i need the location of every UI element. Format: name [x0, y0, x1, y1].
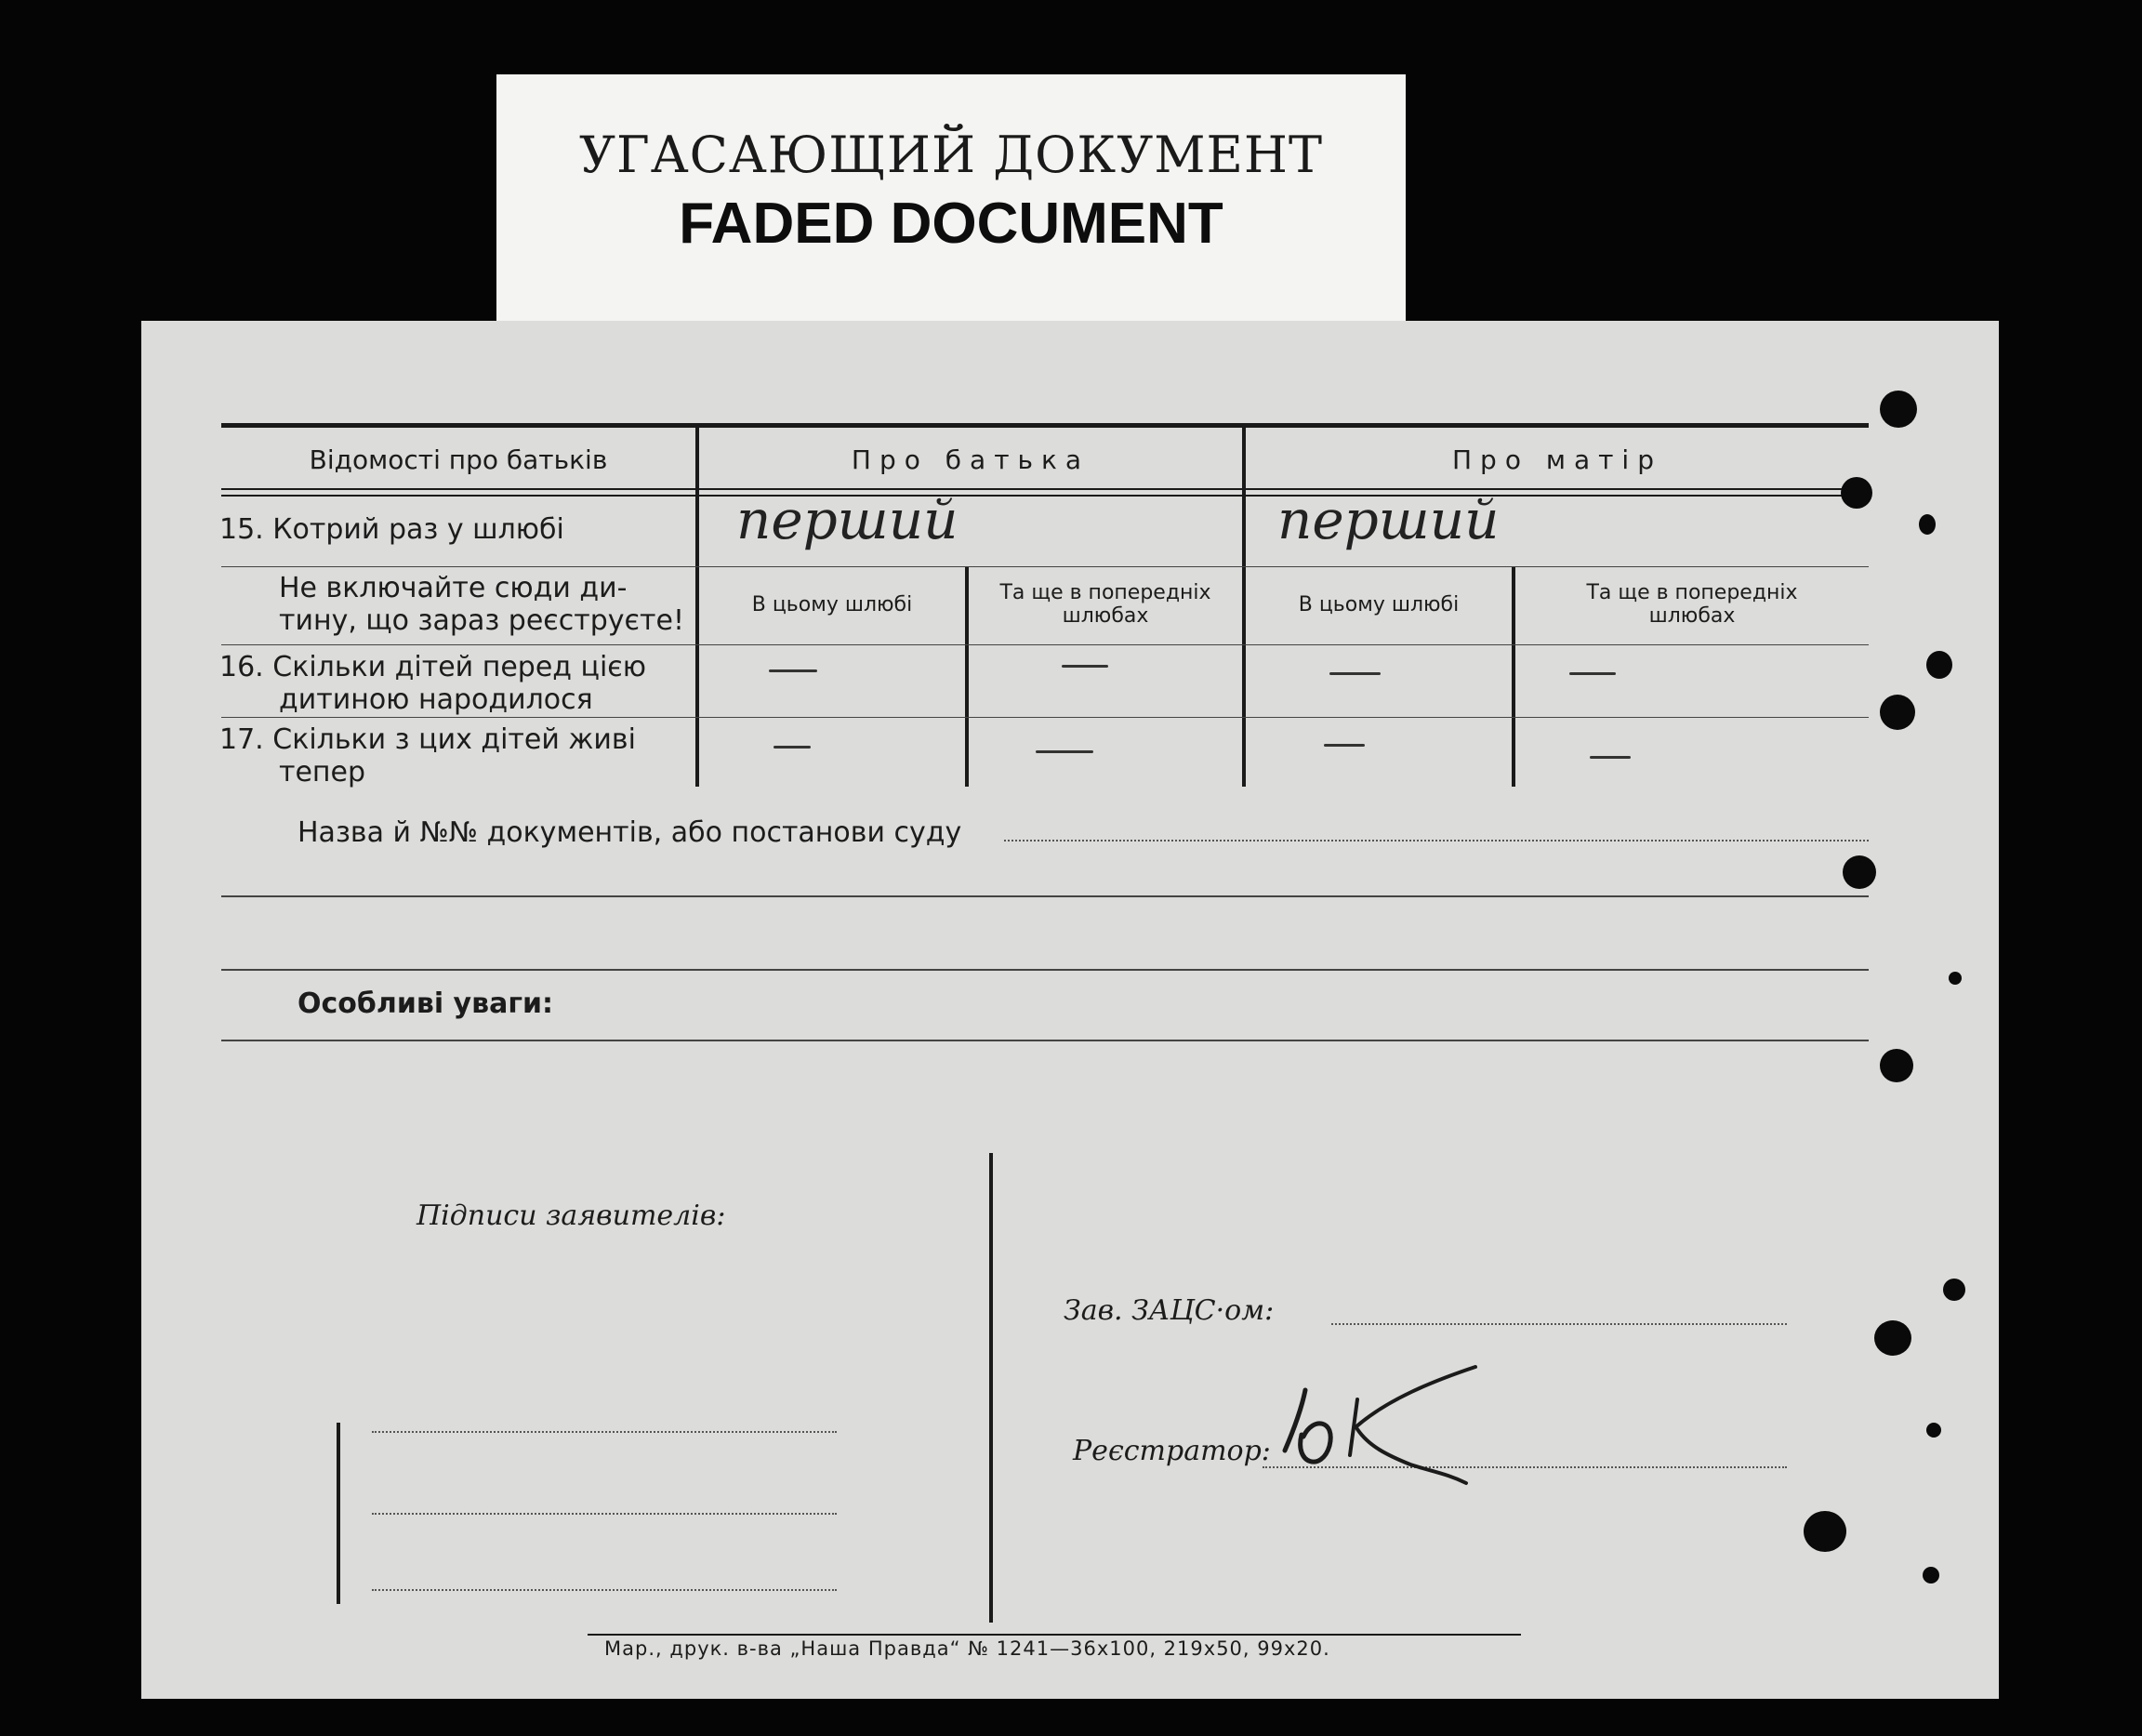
documents-dotted-line [1004, 840, 1869, 841]
head-of-registry-label: Зав. ЗАЦС·ом: [1064, 1294, 1275, 1327]
signature-line-3 [372, 1589, 837, 1591]
row17-dash-1 [774, 746, 811, 749]
row15-label: 15. Котрий раз у шлюбі [219, 513, 564, 546]
punch-hole [1880, 391, 1917, 428]
subheader-father-this-marriage: В цьому шлюбі [751, 593, 913, 616]
punch-hole [1841, 477, 1872, 509]
archive-label-card [496, 74, 1406, 324]
header-bottom-rule-2 [221, 495, 1869, 497]
documents-line-3 [221, 969, 1869, 971]
row17-dash-4 [1590, 756, 1631, 759]
signatures-label: Підписи заявителів: [416, 1199, 726, 1232]
row16-dash-4 [1569, 672, 1616, 675]
signature-bracket [337, 1423, 340, 1604]
table-top-rule [221, 423, 1869, 428]
registrar-signature-mark [1248, 1362, 1499, 1492]
documents-line-2 [221, 895, 1869, 897]
subheader-mother-this-marriage: В цьому шлюбі [1298, 593, 1460, 616]
label-english: FADED DOCUMENT [679, 192, 1223, 256]
subheader-mother-previous-2: шлюбах [1648, 604, 1736, 628]
row15-father-value: перший [736, 488, 959, 551]
footer-rule [588, 1634, 1521, 1636]
row15-mother-value: перший [1277, 488, 1500, 551]
row16-dash-3 [1329, 672, 1381, 675]
punch-hole [1923, 1567, 1939, 1584]
registrar-label: Реєстратор: [1073, 1435, 1271, 1467]
remarks-label: Особливі уваги: [298, 987, 554, 1020]
subheader-father-previous-1: Та ще в попередніх [999, 581, 1211, 604]
punch-hole [1926, 1423, 1941, 1438]
form-paper [141, 321, 1999, 1699]
punch-hole [1843, 855, 1876, 889]
label-russian: УГАСАЮЩИЙ ДОКУМЕНТ [578, 126, 1324, 184]
punch-hole [1949, 972, 1962, 985]
head-of-registry-line [1331, 1323, 1787, 1325]
row17-dash-2 [1036, 750, 1093, 753]
subheader-mother-previous-1: Та ще в попередніх [1586, 581, 1798, 604]
row17-line2: тепер [279, 756, 366, 788]
row16-line1: 16. Скільки дітей перед цією [219, 651, 647, 683]
punch-hole [1926, 651, 1952, 679]
header-bottom-rule [221, 488, 1869, 490]
signature-section-divider [989, 1153, 993, 1623]
row17-line1: 17. Скільки з цих дітей живі [219, 723, 636, 756]
header-parents-info: Відомості про батьків [309, 444, 608, 475]
punch-hole [1943, 1279, 1965, 1301]
row16-line2: дитиною народилося [279, 683, 593, 716]
documents-label: Назва й №№ документів, або постанови суду [298, 816, 962, 849]
punch-hole [1804, 1511, 1846, 1552]
printer-imprint: Мар., друк. в-ва „Наша Правда“ № 1241—36х100, 219х50, 99х20. [604, 1637, 1330, 1660]
row16-dash-1 [769, 669, 817, 672]
header-about-father: Про батька [851, 444, 1091, 475]
row17-dash-3 [1324, 744, 1365, 747]
subheader-father-previous-2: шлюбах [1062, 604, 1149, 628]
header-about-mother: Про матір [1451, 444, 1662, 475]
punch-hole [1919, 514, 1936, 535]
remarks-line [221, 1040, 1869, 1041]
row16-bottom-rule [221, 717, 1869, 718]
punch-hole [1874, 1320, 1911, 1356]
note-line1: Не включайте сюди ди- [279, 572, 628, 604]
punch-hole [1880, 695, 1915, 730]
note-bottom-rule [221, 644, 1869, 645]
signature-line-1 [372, 1431, 837, 1433]
row16-dash-2 [1062, 665, 1108, 668]
note-line2: тину, що зараз реєструєте! [279, 604, 684, 637]
punch-hole [1880, 1049, 1913, 1082]
row15-bottom-rule [221, 566, 1869, 567]
signature-line-2 [372, 1513, 837, 1515]
